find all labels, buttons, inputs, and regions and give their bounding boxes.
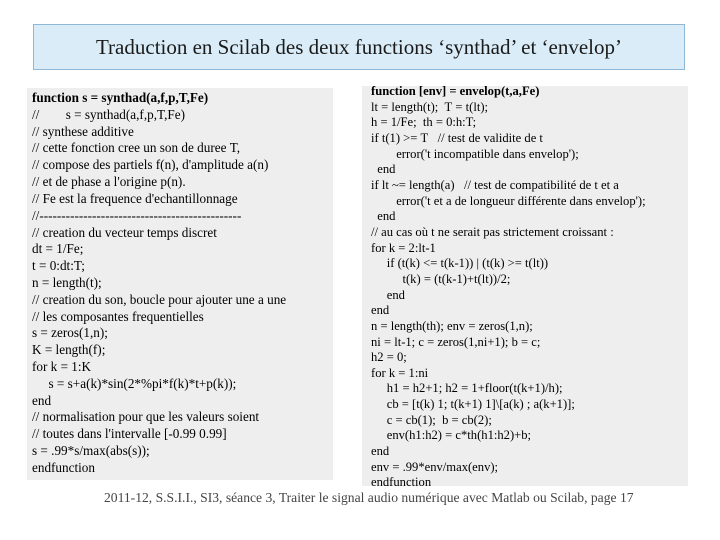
- code-line: function [env] = envelop(t,a,Fe): [371, 84, 540, 98]
- code-line: end: [371, 444, 390, 459]
- synthad-code-listing: [32, 90, 286, 477]
- code-line: ni = lt-1; c = zeros(1,ni+1); b = c;: [371, 334, 541, 349]
- code-line: t(k) = (t(k-1)+t(lt))/2;: [371, 271, 511, 286]
- code-line: // Fe est la frequence d'echantillonnage: [32, 190, 238, 206]
- code-line: n = length(t);: [32, 274, 102, 290]
- code-line: cb = [t(k) 1; t(k+1) 1]\[a(k) ; a(k+1)];: [371, 397, 575, 412]
- slide-title: [33, 24, 685, 70]
- code-line: env = .99*env/max(env);: [371, 459, 499, 474]
- code-line: s = s+a(k)*sin(2*%pi*f(k)*t+p(k));: [32, 375, 237, 391]
- code-line: // au cas où t ne serait pas strictement croissant :: [371, 224, 614, 239]
- code-line: // et de phase a l'origine p(n).: [32, 174, 186, 190]
- code-line: K = length(f);: [32, 342, 106, 358]
- code-line: if lt ~= length(a) // test de compatibilité de t et a: [371, 177, 619, 192]
- code-line: if t(1) >= T // test de validite de t: [371, 130, 543, 145]
- code-line: end: [371, 162, 396, 177]
- code-line: h2 = 0;: [371, 350, 407, 365]
- code-line: error('t incompatible dans envelop');: [371, 146, 579, 161]
- code-line: // creation du vecteur temps discret: [32, 224, 217, 240]
- code-line: //----------------------------------------------: [32, 207, 242, 223]
- code-line: endfunction: [32, 459, 95, 475]
- code-line: t = 0:dt:T;: [32, 258, 85, 274]
- envelop-code-listing: [371, 84, 646, 491]
- code-line: env(h1:h2) = c*th(h1:h2)+b;: [371, 428, 532, 443]
- code-line: // s = synthad(a,f,p,T,Fe): [32, 106, 185, 122]
- code-line: // normalisation pour que les valeurs soient: [32, 409, 260, 425]
- code-line: // creation du son, boucle pour ajouter une a une: [32, 291, 287, 307]
- code-line: function s = synthad(a,f,p,T,Fe): [32, 90, 209, 105]
- code-line: endfunction: [371, 475, 432, 490]
- code-line: for k = 2:lt-1: [371, 240, 436, 255]
- code-line: // les composantes frequentielles: [32, 308, 204, 324]
- code-line: for k = 1:K: [32, 359, 92, 374]
- code-line: end: [371, 303, 390, 318]
- code-line: n = length(th); env = zeros(1,n);: [371, 318, 533, 333]
- code-line: end: [371, 209, 396, 224]
- code-line: h1 = h2+1; h2 = 1+floor(t(k+1)/h);: [371, 381, 563, 396]
- code-line: c = cb(1); b = cb(2);: [371, 412, 492, 427]
- code-line: end: [32, 392, 52, 408]
- code-line: // synthese additive: [32, 123, 134, 139]
- code-line: h = 1/Fe; th = 0:h:T;: [371, 115, 477, 130]
- code-line: for k = 1:ni: [371, 365, 429, 380]
- code-line: // cette fonction cree un son de duree T,: [32, 140, 241, 156]
- code-line: error('t et a de longueur différente dans envelop');: [371, 193, 646, 208]
- code-line: if (t(k) <= t(k-1)) | (t(k) >= t(lt)): [371, 256, 549, 271]
- slide-title-text: Traduction en Scilab des deux functions ‘synthad’ et ‘envelop’: [95, 34, 623, 59]
- code-line: // compose des partiels f(n), d'amplitude a(n): [32, 157, 269, 173]
- code-line: // toutes dans l'intervalle [-0.99 0.99]: [32, 426, 227, 442]
- slide-footer: 2011-12, S.S.I.I., SI3, séance 3, Traiter le signal audio numérique avec Matlab ou Scilab, page 17: [104, 490, 634, 505]
- code-line: lt = length(t); T = t(lt);: [371, 99, 489, 114]
- code-line: s = zeros(1,n);: [32, 325, 108, 341]
- code-line: dt = 1/Fe;: [32, 241, 84, 257]
- code-line: end: [371, 287, 405, 302]
- code-line: s = .99*s/max(abs(s));: [32, 443, 150, 459]
